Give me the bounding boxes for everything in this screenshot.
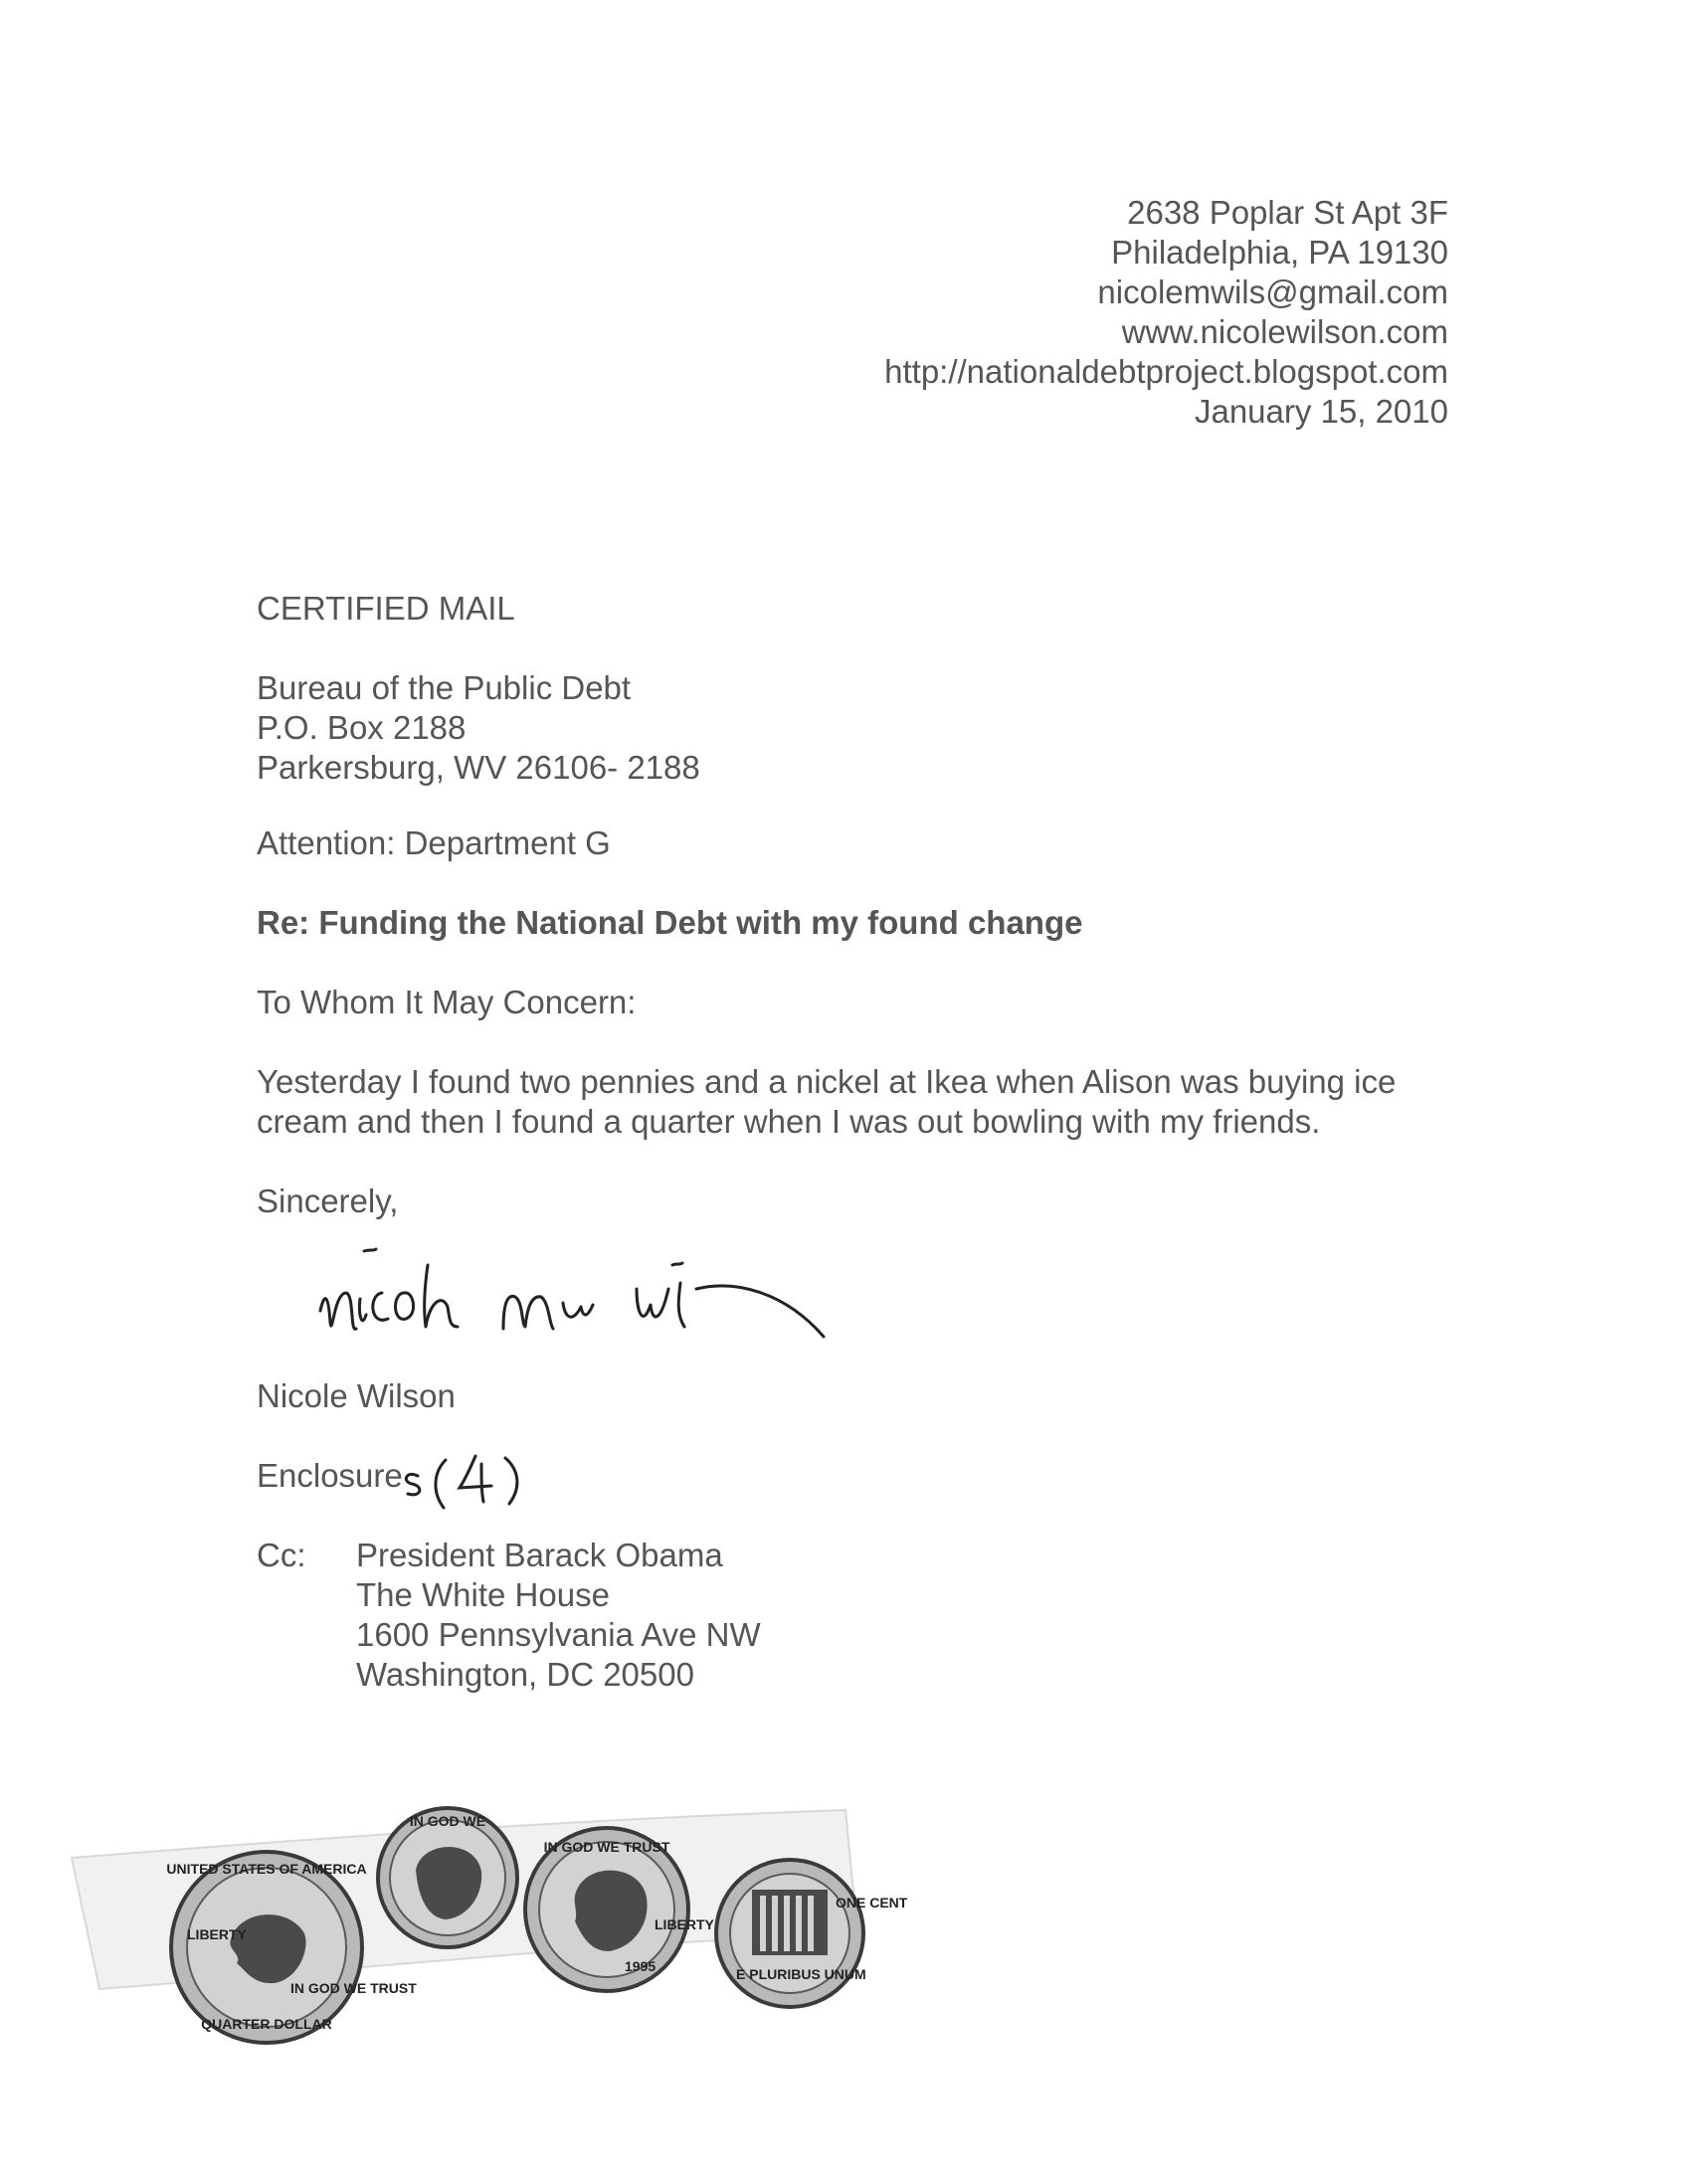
attention-line: Attention: Department G: [257, 824, 611, 861]
penny-front-text-top: IN GOD WE: [409, 1813, 486, 1829]
sender-blog: http://nationaldebtproject.blogspot.com: [884, 353, 1448, 390]
subject-line: Re: Funding the National Debt with my found change: [257, 904, 1083, 941]
penny-back-text-left: E PLURIBUS UNUM: [736, 1966, 866, 1982]
handwritten-signature: [320, 1249, 824, 1337]
nickel-text-year: 1995: [625, 1958, 657, 1974]
sender-street: 2638 Poplar St Apt 3F: [1127, 194, 1448, 231]
sender-email: nicolemwils@gmail.com: [1097, 273, 1448, 310]
handwritten-enclosure-count: [406, 1456, 517, 1508]
cc-line-2: The White House: [356, 1576, 610, 1613]
penny-front-coin: [378, 1808, 517, 1947]
penny-back-text-top: ONE CENT: [836, 1895, 908, 1911]
quarter-text-left: LIBERTY: [187, 1926, 247, 1942]
quarter-text-top: UNITED STATES OF AMERICA: [166, 1861, 367, 1877]
nickel-text-top: IN GOD WE TRUST: [543, 1839, 670, 1855]
nickel-text-right: LIBERTY: [655, 1916, 714, 1932]
cc-line-4: Washington, DC 20500: [356, 1656, 694, 1693]
delivery-method: CERTIFIED MAIL: [257, 590, 515, 627]
letter-date: January 15, 2010: [1194, 393, 1448, 430]
cc-line-1: President Barack Obama: [356, 1537, 723, 1573]
recipient-name: Bureau of the Public Debt: [257, 669, 632, 706]
sender-city: Philadelphia, PA 19130: [1111, 234, 1448, 271]
signer-name: Nicole Wilson: [257, 1377, 456, 1414]
closing: Sincerely,: [257, 1183, 399, 1219]
salutation: To Whom It May Concern:: [257, 984, 637, 1020]
sender-website: www.nicolewilson.com: [1121, 313, 1448, 350]
enclosures-label: Enclosure: [257, 1457, 403, 1494]
recipient-po-box: P.O. Box 2188: [257, 709, 467, 746]
quarter-text-bottom: QUARTER DOLLAR: [201, 2016, 332, 2032]
body-line-1: Yesterday I found two pennies and a nickel at Ikea when Alison was buying ice: [257, 1063, 1397, 1100]
recipient-city: Parkersburg, WV 26106- 2188: [257, 749, 700, 786]
body-line-2: cream and then I found a quarter when I was out bowling with my friends.: [257, 1103, 1321, 1140]
penny-back-coin: [716, 1860, 908, 2007]
quarter-text-right: IN GOD WE TRUST: [290, 1980, 417, 1996]
cc-label: Cc:: [257, 1537, 306, 1573]
cc-line-3: 1600 Pennsylvania Ave NW: [356, 1616, 761, 1653]
